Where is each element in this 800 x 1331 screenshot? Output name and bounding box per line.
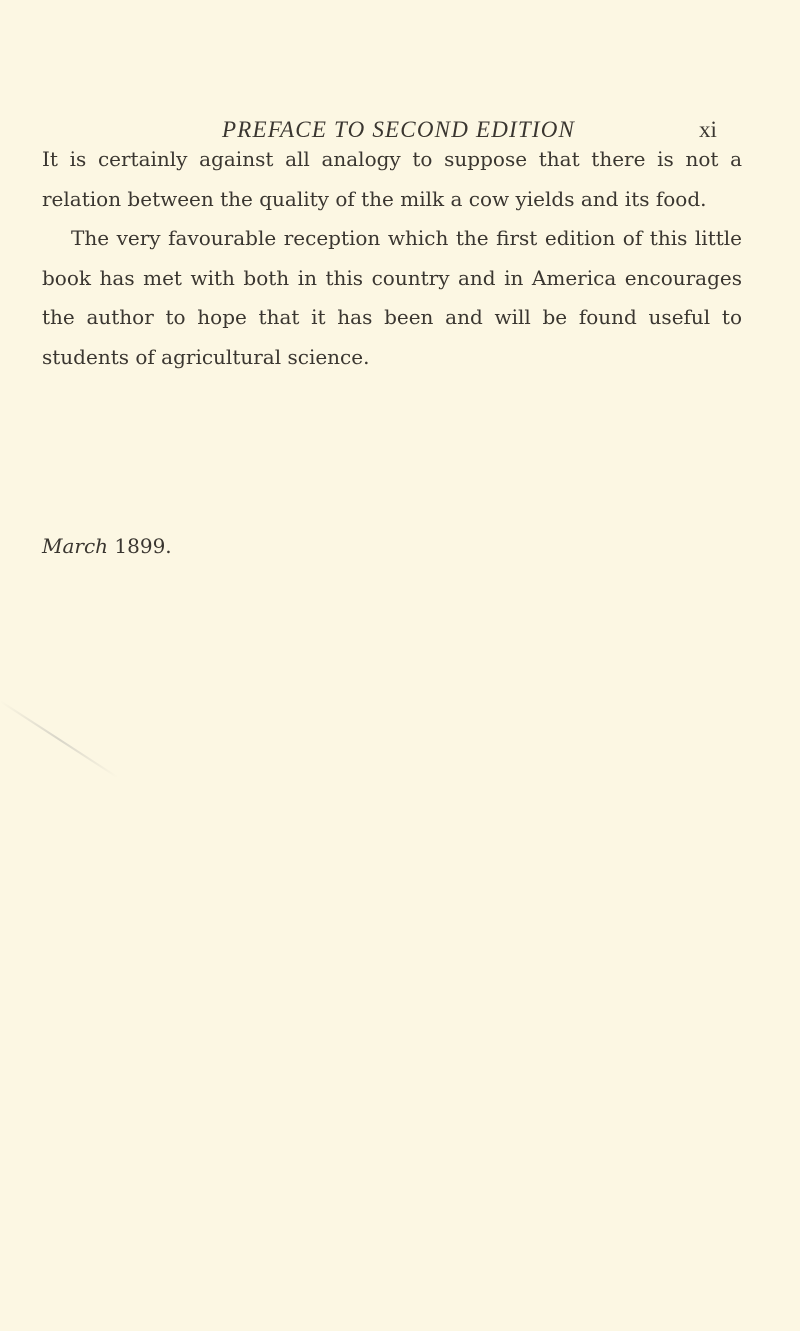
paragraph-1: It is certainly against all analogy to suppose that there is not a relation between the quality of the milk a cow yields and its food. bbox=[42, 147, 742, 211]
paper-mark bbox=[0, 700, 118, 778]
page-number: xi bbox=[699, 117, 717, 142]
dateline bbox=[42, 534, 172, 558]
dateline-year: 1899. bbox=[114, 534, 172, 558]
paragraph-2: The very favourable reception which the first edition of this little book has met with both in this country and in America encourages the author to hope that it has been and will be found useful to students of agricultural science. bbox=[42, 226, 742, 369]
running-head: PREFACE TO SECOND EDITION bbox=[222, 117, 576, 142]
preface-body bbox=[42, 140, 742, 377]
dateline-month: March bbox=[42, 534, 109, 558]
